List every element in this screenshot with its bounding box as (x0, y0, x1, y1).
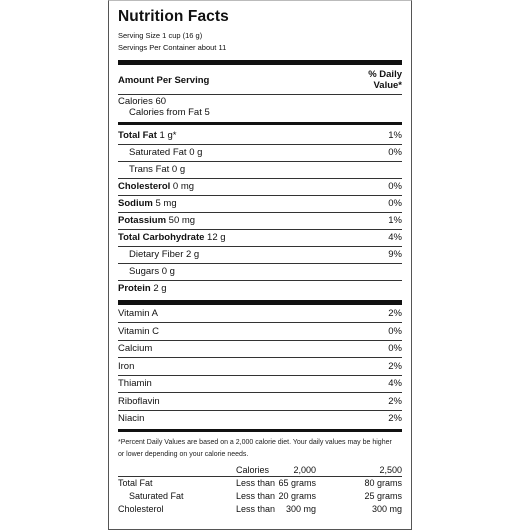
nutrient-daily-value: 0% (388, 181, 402, 192)
nutrient-row (118, 195, 402, 212)
label-title: Nutrition Facts (118, 8, 229, 25)
dv-table-cell: Less than (236, 478, 276, 488)
nutrient-amount: 0 g (159, 266, 175, 277)
dv-table-cell: Less than (236, 504, 276, 514)
nutrient-amount: 2 g (183, 249, 200, 260)
dv-table-cell: 25 grams (364, 491, 402, 501)
dv-table-cell: Saturated Fat (129, 491, 184, 501)
nutrient-row (118, 178, 402, 195)
nutrient-row (118, 280, 402, 297)
nutrient-daily-value: 4% (388, 232, 402, 243)
nutrient-label: Protein (118, 283, 151, 294)
dv-table-row (118, 477, 402, 490)
dv-table-cell: Cholesterol (118, 504, 164, 514)
nutrient-label: Total Fat (118, 130, 157, 141)
vitamin-row (118, 375, 402, 392)
nutrient-label: Sugars (129, 266, 160, 277)
vitamin-daily-value: 2% (388, 308, 402, 319)
nutrient-daily-value: 1% (388, 130, 402, 141)
nutrient-name (129, 144, 202, 161)
dv-table-cell: Less than (236, 491, 276, 501)
nutrient-name (118, 195, 177, 212)
nutrient-row (118, 127, 402, 144)
nutrient-row (118, 144, 402, 161)
nutrient-amount: 0 g (169, 164, 186, 175)
vitamin-daily-value: 2% (388, 413, 402, 424)
dv-table-row (118, 503, 402, 516)
nutrient-row (118, 212, 402, 229)
nutrient-row (118, 229, 402, 246)
nutrient-label: Cholesterol (118, 181, 171, 192)
nutrient-row (118, 161, 402, 178)
nutrient-amount: 1 g* (156, 130, 177, 141)
nutrient-amount: 5 mg (152, 198, 177, 209)
nutrient-label: Potassium (118, 215, 167, 226)
calories-row (118, 96, 402, 107)
nutrient-name (118, 212, 195, 229)
serving-size: Serving Size 1 cup (16 g) (118, 31, 203, 40)
nutrient-amount: 2 g (150, 283, 167, 294)
dv-table-cell: 80 grams (364, 478, 402, 488)
nutrient-amount: 12 g (204, 232, 226, 243)
vitamin-row (118, 358, 402, 375)
vitamin-name: Niacin (118, 413, 145, 424)
dv-table-row (118, 490, 402, 503)
nutrient-name (129, 246, 199, 263)
dv-table-cell: Total Fat (118, 478, 153, 488)
nutrient-daily-value: 9% (388, 249, 402, 260)
nutrient-name (129, 263, 175, 280)
nutrient-label: Sodium (118, 198, 153, 209)
vitamin-row (118, 305, 402, 322)
nutrient-label: Trans Fat (129, 164, 170, 175)
vitamin-row (118, 340, 402, 357)
daily-value-header: % Daily Value* (368, 69, 402, 91)
nutrient-name (118, 178, 194, 195)
nutrition-facts-label (108, 0, 412, 530)
servings-per-container: Servings Per Container about 11 (118, 43, 227, 52)
nutrient-label: Total Carbohydrate (118, 232, 205, 243)
dv-table-cell: Calories (236, 465, 270, 475)
calories-from-fat-row (118, 107, 402, 118)
dv-table-cell: 20 grams (278, 491, 316, 501)
thick-divider (118, 60, 402, 65)
vitamin-name: Calcium (118, 343, 153, 354)
vitamin-row (118, 323, 402, 340)
medium-divider (118, 122, 402, 125)
nutrient-name (118, 229, 226, 246)
vitamin-daily-value: 0% (388, 325, 402, 337)
dv-table-cell: 300 mg (371, 504, 402, 514)
nutrient-daily-value: 1% (388, 215, 402, 226)
nutrient-row (118, 246, 402, 263)
nutrient-daily-value: 0% (388, 147, 402, 158)
dv-table-cell: 65 grams (278, 478, 316, 488)
amount-per-serving-header: Amount Per Serving (118, 75, 210, 86)
vitamin-name: Riboflavin (118, 395, 160, 407)
dv-table-cell: 2,000 (293, 465, 316, 475)
vitamin-daily-value: 0% (388, 343, 402, 354)
vitamin-name: Iron (118, 360, 135, 372)
vitamin-row (118, 393, 402, 410)
nutrient-amount: 0 mg (170, 181, 195, 192)
vitamin-daily-value: 4% (388, 378, 402, 389)
footnote-line-1: *Percent Daily Values are based on a 2,000 calorie diet. Your daily values may be higher (118, 439, 392, 446)
nutrient-name (129, 161, 185, 178)
vitamin-name: Vitamin C (118, 325, 160, 337)
nutrient-amount: 50 mg (166, 215, 196, 226)
nutrient-name (118, 127, 176, 144)
footnote-line-2: or lower depending on your calorie needs. (118, 451, 249, 458)
vitamin-name: Vitamin A (118, 308, 158, 319)
nutrient-row (118, 263, 402, 280)
vitamin-name: Thiamin (118, 378, 152, 389)
nutrient-label: Saturated Fat (129, 147, 187, 158)
vitamin-row (118, 410, 402, 427)
vitamin-daily-value: 2% (388, 395, 402, 407)
calories-text: Calories 60 (118, 96, 167, 107)
vitamin-daily-value: 2% (388, 360, 402, 372)
dv-table-cell: 300 mg (285, 504, 316, 514)
dv-table-cell: 2,500 (379, 465, 402, 475)
nutrient-label: Dietary Fiber (129, 249, 184, 260)
divider (118, 94, 402, 95)
nutrient-name (118, 280, 167, 297)
calories-from-fat-text: Calories from Fat 5 (129, 107, 210, 118)
nutrient-amount: 0 g (186, 147, 203, 158)
nutrient-daily-value: 0% (388, 198, 402, 209)
medium-divider-footnote (118, 429, 402, 432)
